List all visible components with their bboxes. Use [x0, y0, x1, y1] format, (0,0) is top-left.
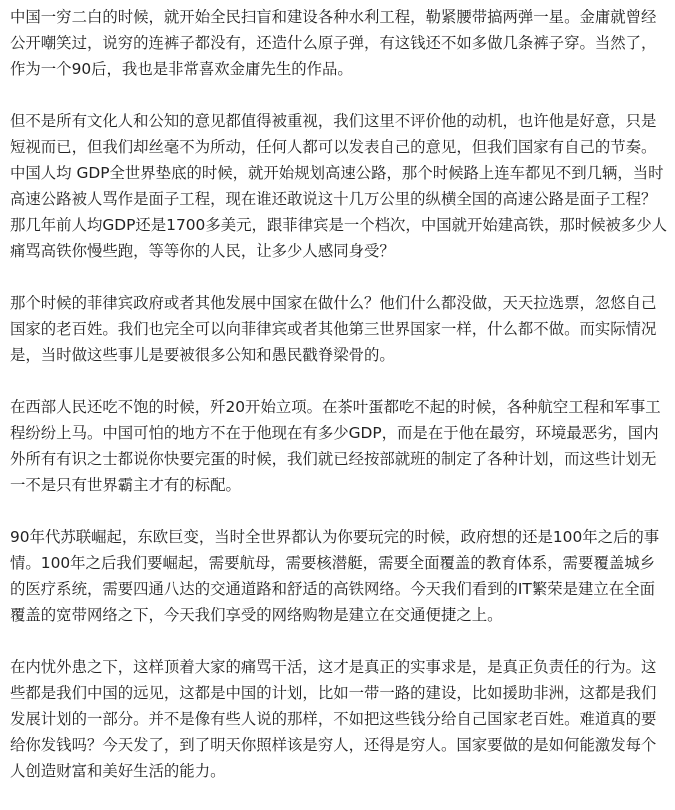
paragraph-1: 中国一穷二白的时候，就开始全民扫盲和建设各种水利工程，勒紧腰带搞两弹一星。金庸就曾经公开嘲笑过，说穷的连裤子都没有，还造什么原子弹，有这钱还不如多做几条裤子穿。当然了，作为一个90后，我也是非常喜欢金庸先生的作品。 — [10, 8, 657, 78]
paragraph-6: 在内忧外患之下，这样顶着大家的痛骂干活，这才是真正的实事求是，是真正负责任的行为。这些都是我们中国的远见，这都是中国的计划，比如一带一路的建设，比如援助非洲，这都是我们发展计划的一部分。并不是像有些人说的那样，不如把这些钱分给自己国家老百姓。难道真的要给你发钱吗？今天发了，到了明天你照样该是穷人，还得是穷人。国家要做的是如何能激发每个人创造财富和美好生活的能力。 — [10, 658, 657, 780]
paragraph-3: 那个时候的菲律宾政府或者其他发展中国家在做什么？他们什么都没做，天天拉选票，忽悠自己国家的老百姓。我们也完全可以向菲律宾或者其他第三世界国家一样，什么都不做。而实际情况是，当时做这些事儿是要被很多公知和愚民戳脊梁骨的。 — [10, 294, 657, 364]
paragraph-2: 但不是所有文化人和公知的意见都值得被重视，我们这里不评价他的动机，也许他是好意，只是短视而已，但我们却丝毫不为所动，任何人都可以发表自己的意见，但我们国家有自己的节奏。中国人均 GDP全世界垫底的时候，就开始规划高速公路，那个时候路上连车都见不到几辆，当时高速公路被人骂作是面子工程，现在谁还敢说这十几万公里的纵横全国的高速公路是面子工程？那几年前人均GDP还是1700多美元，跟菲律宾是一个档次，中国就开始建高铁，那时候被多少人痛骂高铁你慢些跑，等等你的人民，让多少人感同身受？ — [10, 112, 668, 260]
article-body — [10, 4, 670, 810]
paragraph-5: 90年代苏联崛起，东欧巨变，当时全世界都认为你要玩完的时候，政府想的还是100年之后的事情。100年之后我们要崛起，需要航母，需要核潜艇，需要全面覆盖的教育体系，需要覆盖城乡的医疗系统，需要四通八达的交通道路和舒适的高铁网络。今天我们看到的IT繁荣是建立在全面覆盖的宽带网络之下，今天我们享受的网络购物是建立在交通便捷之上。 — [10, 528, 660, 624]
paragraph-4: 在西部人民还吃不饱的时候，歼20开始立项。在茶叶蛋都吃不起的时候，各种航空工程和军事工程纷纷上马。中国可怕的地方不在于他现在有多少GDP，而是在于他在最穷，环境最恶劣，国内外所有有识之士都说你快要完蛋的时候，我们就已经按部就班的制定了各种计划，而这些计划无一不是只有世界霸主才有的标配。 — [10, 398, 661, 494]
